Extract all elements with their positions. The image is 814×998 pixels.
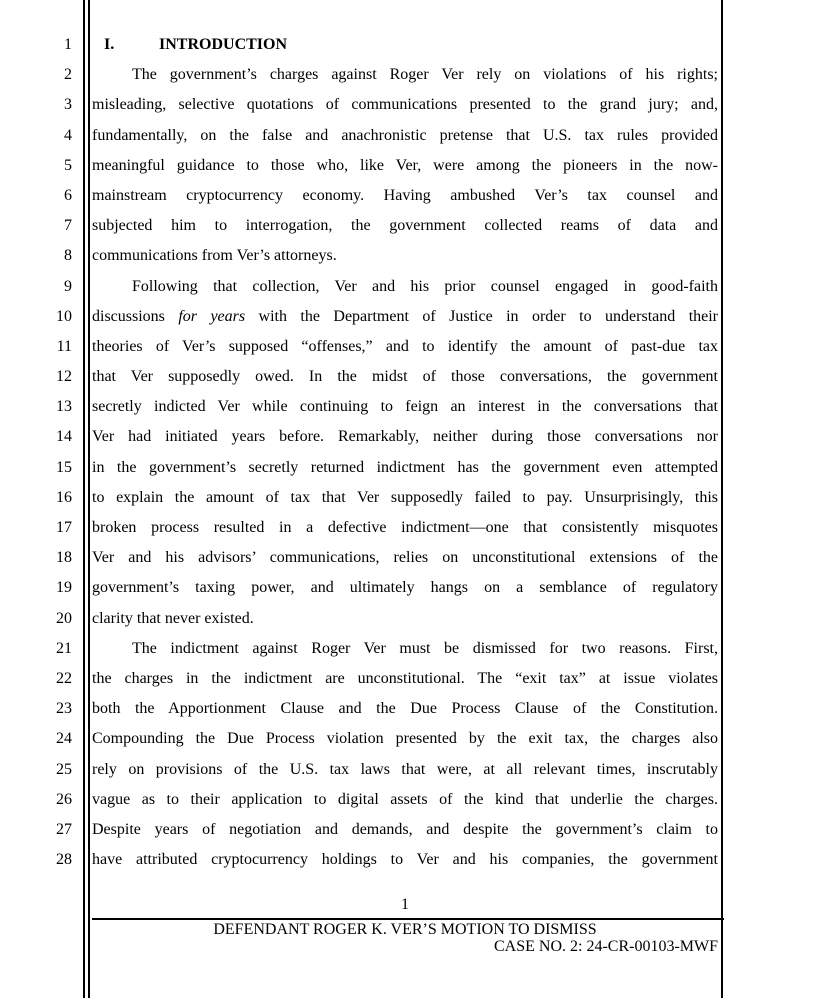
section-number: I. (104, 36, 115, 53)
text-line: both the Apportionment Clause and the Due Process Clause of the Constitution. (92, 700, 718, 718)
line-number: 2 (64, 66, 72, 84)
left-pleading-rule-inner (88, 0, 90, 998)
right-pleading-rule (721, 0, 723, 998)
text-line: meaningful guidance to those who, like Ver, were among the pioneers in the now- (92, 156, 718, 174)
line-number: 13 (56, 398, 72, 416)
text-line: mainstream cryptocurrency economy. Having ambushed Ver’s tax counsel and (92, 186, 718, 204)
text-line: theories of Ver’s supposed “offenses,” and to identify the amount of past-due tax (92, 337, 718, 355)
line-number: 26 (56, 790, 72, 808)
text-line: the charges in the indictment are unconstitutional. The “exit tax” at issue violates (92, 669, 718, 687)
line-number: 28 (56, 851, 72, 869)
line-number: 22 (56, 669, 72, 687)
text-line: subjected him to interrogation, the government collected reams of data and (92, 217, 718, 235)
line-number: 27 (56, 820, 72, 838)
line-number: 10 (56, 307, 72, 325)
line-number: 24 (56, 730, 72, 748)
line-number: 15 (56, 458, 72, 476)
text-line: communications from Ver’s attorneys. (92, 247, 337, 265)
line-number: 21 (56, 639, 72, 657)
line-number: 17 (56, 519, 72, 536)
line-number: 14 (56, 428, 72, 446)
text-line: Compounding the Due Process violation presented by the exit tax, the charges also (92, 730, 718, 748)
line-number: 12 (56, 368, 72, 386)
footer-document-title: DEFENDANT ROGER K. VER’S MOTION TO DISMISS (213, 921, 597, 938)
text-line: The indictment against Roger Ver must be dismissed for two reasons. First, (132, 639, 718, 657)
line-number: 20 (56, 609, 72, 627)
text-line: Ver and his advisors’ communications, relies on unconstitutional extensions of the (92, 549, 718, 567)
text-line: fundamentally, on the false and anachronistic pretense that U.S. tax rules provided (92, 126, 718, 144)
left-pleading-rule-outer (83, 0, 85, 998)
footer-case-number: CASE NO. 2: 24-CR-00103-MWF (493, 938, 718, 955)
text-line: to explain the amount of tax that Ver supposedly failed to pay. Unsurprisingly, this (92, 488, 718, 506)
text-segment: discussions (92, 307, 179, 325)
section-heading (92, 30, 718, 60)
text-line: vague as to their application to digital assets of the kind that underlie the charges. (92, 790, 718, 808)
text-segment: with the Department of Justice in order to understand their (245, 307, 719, 325)
text-line: rely on provisions of the U.S. tax laws that were, at all relevant times, inscrutably (92, 760, 718, 778)
text-line: government’s taxing power, and ultimately hangs on a semblance of regulatory (92, 579, 718, 597)
page-number: 1 (401, 896, 409, 913)
italic-text-segment: for years (178, 307, 246, 325)
text-line: Ver had initiated years before. Remarkably, neither during those conversations nor (92, 428, 718, 446)
line-number: 4 (64, 126, 72, 144)
text-line: broken process resulted in a defective indictment—one that consistently misquotes (92, 519, 718, 536)
line-number: 5 (64, 156, 72, 174)
line-number: 11 (56, 337, 72, 355)
line-number: 18 (56, 549, 72, 567)
line-number: 9 (64, 277, 72, 295)
line-number: 7 (64, 217, 72, 235)
line-number: 25 (56, 760, 72, 778)
text-line: Following that collection, Ver and his prior counsel engaged in good-faith (132, 277, 718, 295)
line-number: 3 (64, 96, 72, 114)
text-line: misleading, selective quotations of communications presented to the grand jury; and, (92, 96, 718, 114)
line-number: 1 (64, 36, 72, 53)
footer-rule (92, 918, 724, 920)
text-line (92, 302, 718, 332)
line-number: 19 (56, 579, 72, 597)
text-line: Despite years of negotiation and demands, and despite the government’s claim to (92, 820, 718, 838)
text-line: have attributed cryptocurrency holdings to Ver and his companies, the government (92, 851, 718, 869)
text-line: that Ver supposedly owed. In the midst of those conversations, the government (92, 368, 718, 386)
section-title: INTRODUCTION (159, 36, 288, 53)
text-line: in the government’s secretly returned indictment has the government even attempted (92, 458, 718, 476)
document-body (92, 30, 718, 875)
text-line: clarity that never existed. (92, 609, 254, 627)
line-number: 23 (56, 700, 72, 718)
line-number: 6 (64, 186, 72, 204)
line-number-gutter (0, 30, 72, 875)
line-number: 16 (56, 488, 72, 506)
text-line: The government’s charges against Roger Ver rely on violations of his rights; (132, 66, 718, 84)
line-number: 8 (64, 247, 72, 265)
text-line: secretly indicted Ver while continuing to feign an interest in the conversations that (92, 398, 718, 416)
